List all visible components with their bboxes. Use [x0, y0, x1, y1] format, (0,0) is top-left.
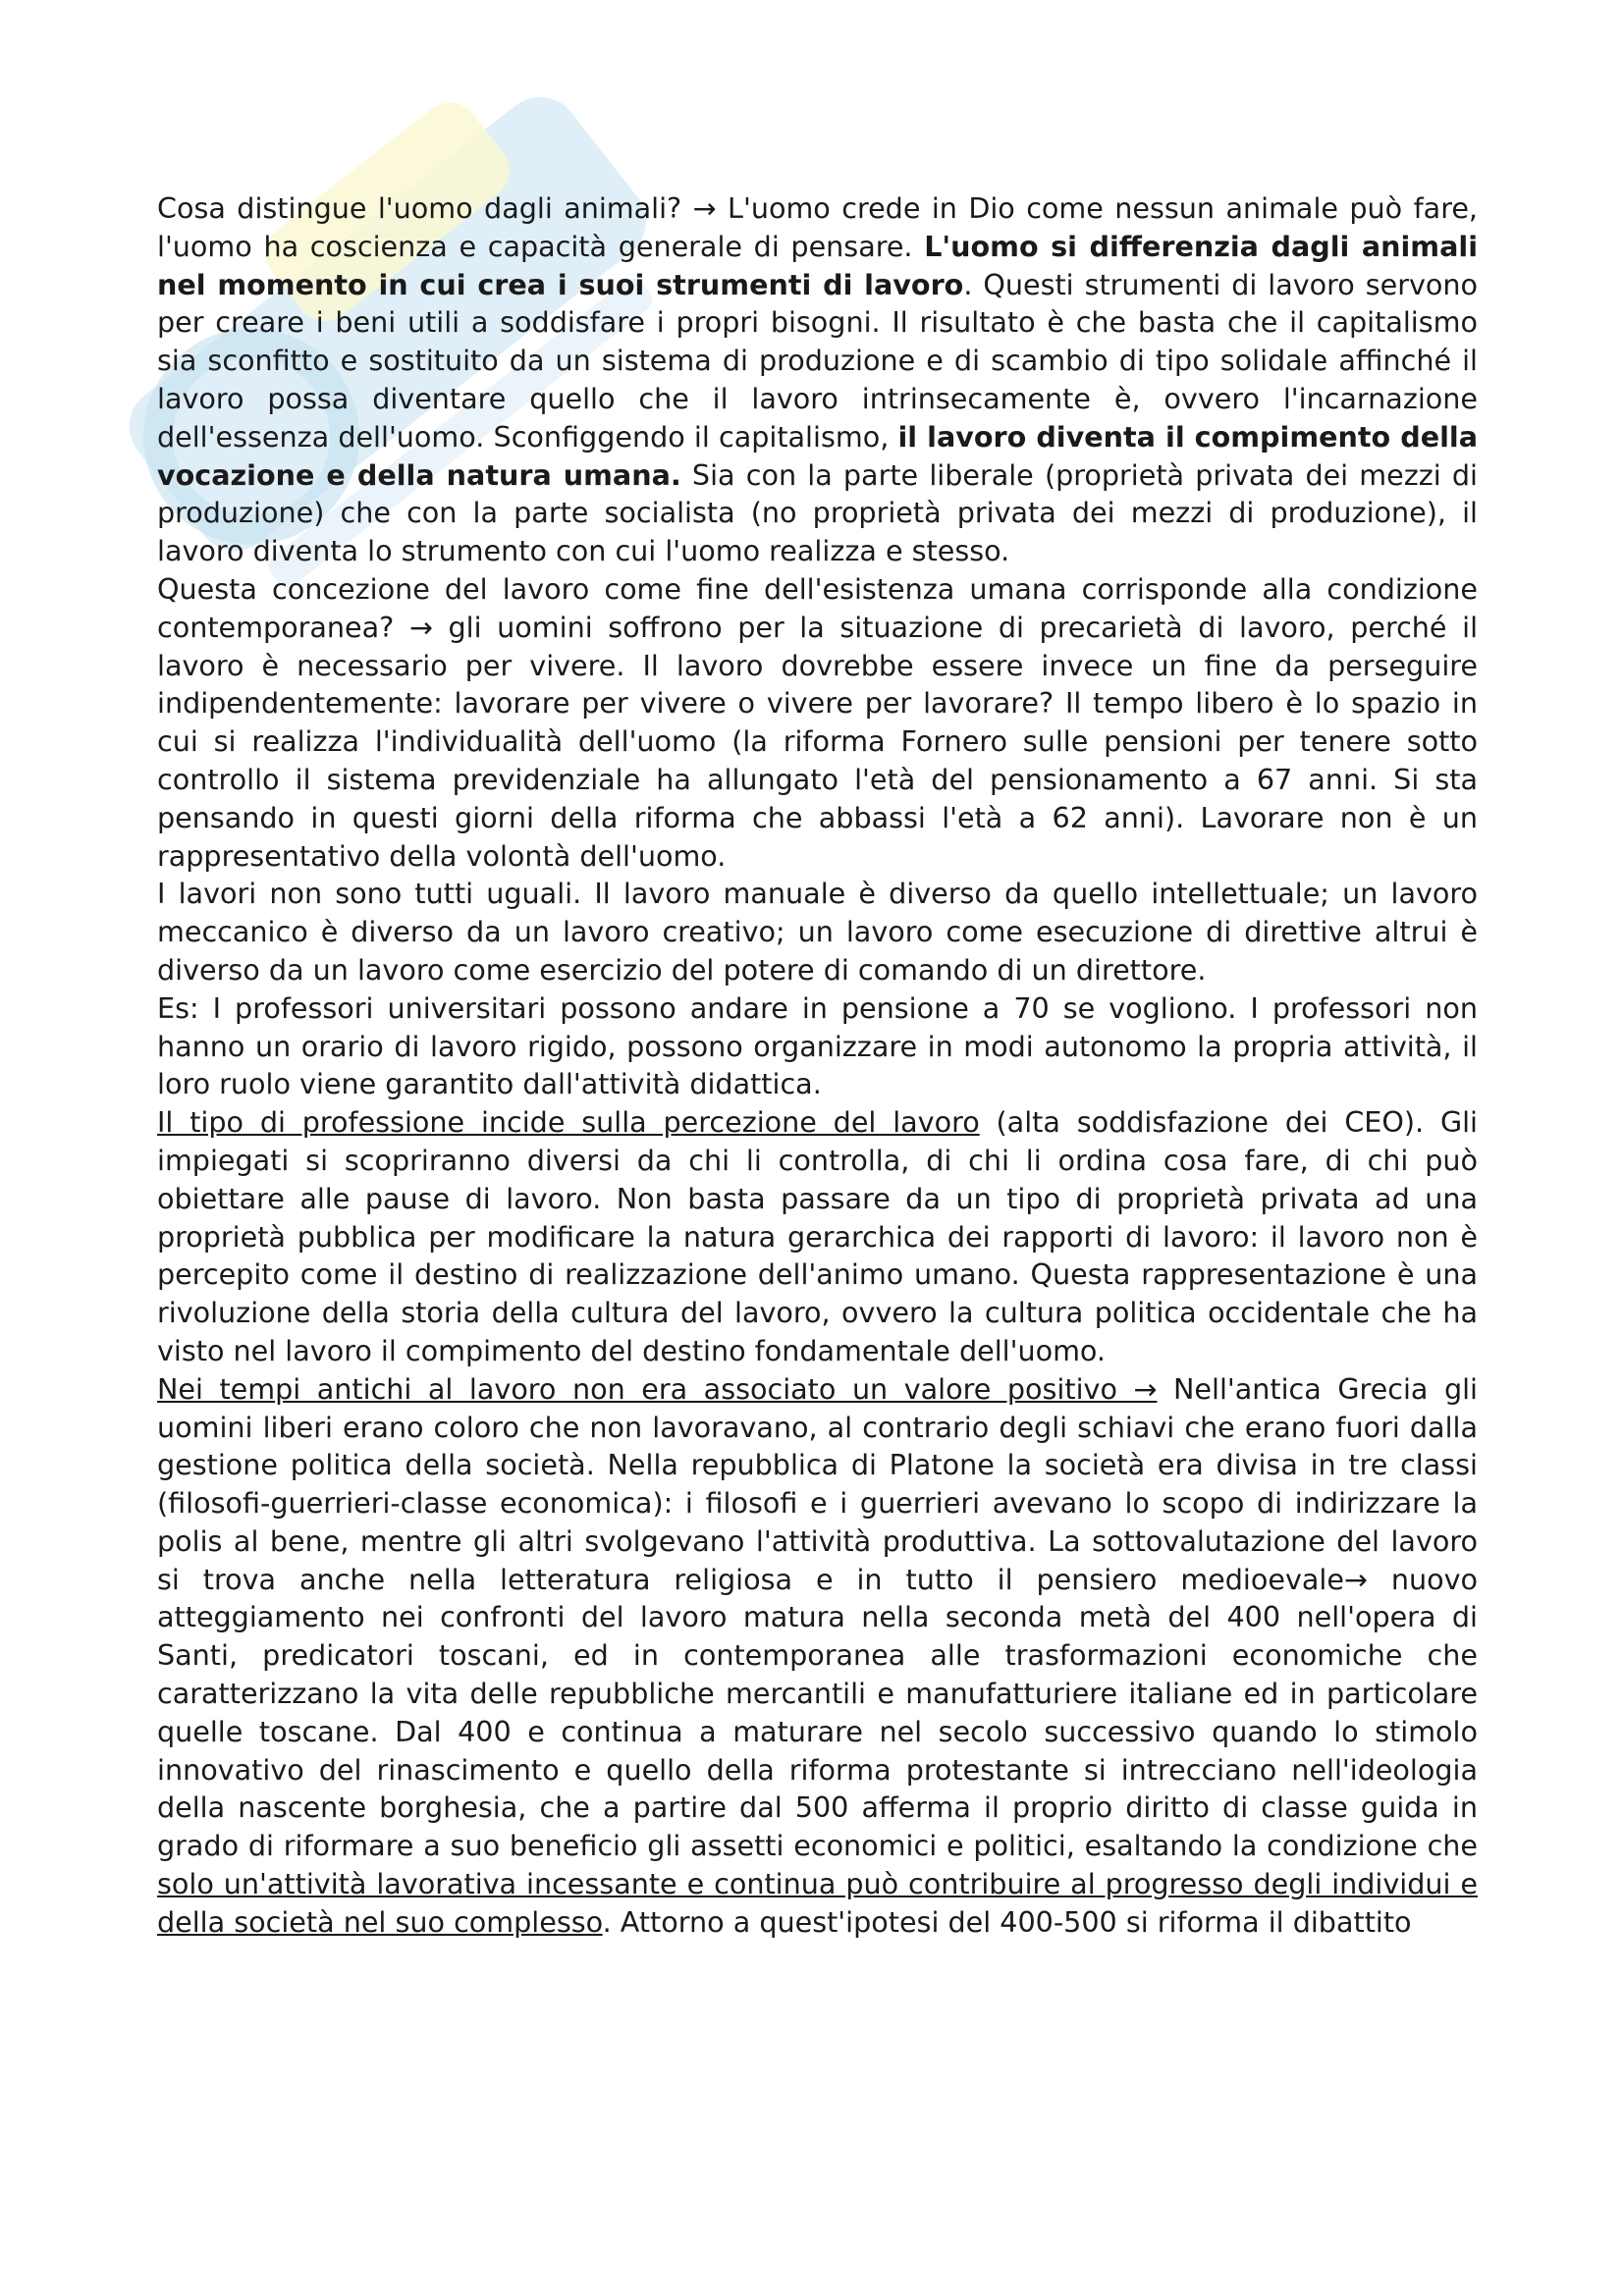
text-run: Nell'antica Grecia gli uomini liberi erano coloro che non lavoravano, al contrario degli schiavi che erano fuori dalla gestione politica della società. Nella repubblica di Platone la società era divisa in tre classi (filosofi-guerrieri-classe economica): i filosofi e i guerrieri avevano lo scopo di indirizzare la polis al bene, mentre gli altri svolgevano l'attività produttiva. La sottovalutazione del lavoro si trova anche nella letteratura religiosa e in tutto il pensiero medioevale	[157, 1371, 1478, 1596]
underlined-text: solo un'attività lavorativa incessante e continua può contribuire al progresso degli individui e della società nel suo complesso	[157, 1867, 1478, 1939]
text-run: I lavori non sono tutti uguali. Il lavoro manuale è diverso da quello intellettuale; un lavoro meccanico è diverso da un lavoro creativo; un lavoro come esecuzione di direttive altrui è diverso da un lavoro come esercizio del potere di comando di un direttore.	[157, 877, 1478, 987]
text-run: Cosa distingue l'uomo dagli animali?	[157, 191, 693, 225]
text-run: gli uomini soffrono per la situazione di precarietà di lavoro, perché il lavoro è necessario per vivere. Il lavoro dovrebbe essere invece un fine da perseguire indipendentemente: lavorare per vivere o vivere per lavorare? Il tempo libero è lo spazio in cui si realizza l'individualità dell'uomo (la riforma Fornero sulle pensioni per tenere sotto controllo il sistema previdenziale ha allungato l'età del pensionamento a 67 anni. Si sta pensando in questi giorni della riforma che abbassi l'età a 62 anni). Lavorare non è un rappresentativo della volontà dell'uomo.	[157, 610, 1479, 873]
paragraph-1	[157, 189, 1478, 570]
paragraph-6	[157, 1370, 1478, 1942]
underlined-text: Il tipo di professione incide sulla percezione del lavoro	[157, 1105, 980, 1140]
arrow-icon: →	[1343, 1562, 1368, 1596]
paragraph-5	[157, 1103, 1478, 1370]
paragraph-3	[157, 875, 1478, 988]
body-text	[157, 189, 1478, 1942]
arrow-icon: →	[692, 191, 717, 225]
text-run: (alta soddisfazione dei CEO). Gli impiegati si scopriranno diversi da chi li controlla, di chi li ordina cosa fare, di chi può obiettare alle pause di lavoro. Non basta passare da un tipo di proprietà privata ad una proprietà pubblica per modificare la natura gerarchica dei rapporti di lavoro: il lavoro non è percepito come il destino di realizzazione dell'animo umano. Questa rappresentazione è una rivoluzione della storia della cultura del lavoro, ovvero la cultura politica occidentale che ha visto nel lavoro il compimento del destino fondamentale dell'uomo.	[157, 1105, 1478, 1367]
text-run: L'uomo crede in Dio come nessun animale può fare, l'uomo ha coscienza e capacità generale di pensare.	[157, 191, 1478, 263]
text-run: . Questi strumenti di lavoro servono per creare i beni utili a soddisfare i propri bisogni. Il risultato è che basta che il capitalismo sia sconfitto e sostituito da un sistema di produzione e di scambio di tipo solidale affinché il lavoro possa diventare quello che il lavoro intrinsecamente è, ovvero l'incarnazione dell'essenza dell'uomo. Sconfiggendo il capitalismo,	[157, 267, 1478, 454]
paragraph-4	[157, 989, 1478, 1103]
arrow-icon: →	[1133, 1371, 1158, 1406]
text-run: Questa concezione del lavoro come fine dell'esistenza umana corrisponde alla condizione contemporanea?	[157, 571, 1478, 644]
text-run: Sia con la parte liberale (proprietà privata dei mezzi di produzione) che con la parte socialista (no proprietà privata dei mezzi di produzione), il lavoro diventa lo strumento con cui l'uomo realizza e stesso.	[157, 457, 1478, 568]
bold-text: il lavoro diventa il compimento della vocazione e della natura umana.	[157, 419, 1479, 492]
underlined-text: Nei tempi antichi al lavoro non era associato un valore positivo	[157, 1371, 1134, 1406]
text-run: Es: I professori universitari possono andare in pensione a 70 se vogliono. I professori non hanno un orario di lavoro rigido, possono organizzare in modi autonomo la propria attività, il loro ruolo viene garantito dall'attività didattica.	[157, 990, 1478, 1101]
arrow-icon: →	[408, 610, 433, 644]
bold-text: L'uomo si differenzia dagli animali nel momento in cui crea i suoi strumenti di lavoro	[157, 229, 1478, 301]
paragraph-2	[157, 570, 1478, 875]
text-run: . Attorno a quest'ipotesi del 400-500 si riforma il dibattito	[602, 1904, 1412, 1939]
text-run: nuovo atteggiamento nei confronti del lavoro matura nella seconda metà del 400 nell'opera di Santi, predicatori toscani, ed in contemporanea alle trasformazioni economiche che caratterizzano la vita delle repubbliche mercantili e manufatturiere italiane ed in particolare quelle toscane. Dal 400 e continua a maturare nel secolo successivo quando lo stimolo innovativo del rinascimento e quello della riforma protestante si intrecciano nell'ideologia della nascente borghesia, che a partire dal 500 afferma il proprio diritto di classe guida in grado di riformare a suo beneficio gli assetti economici e politici, esaltando la condizione che	[157, 1562, 1478, 1863]
